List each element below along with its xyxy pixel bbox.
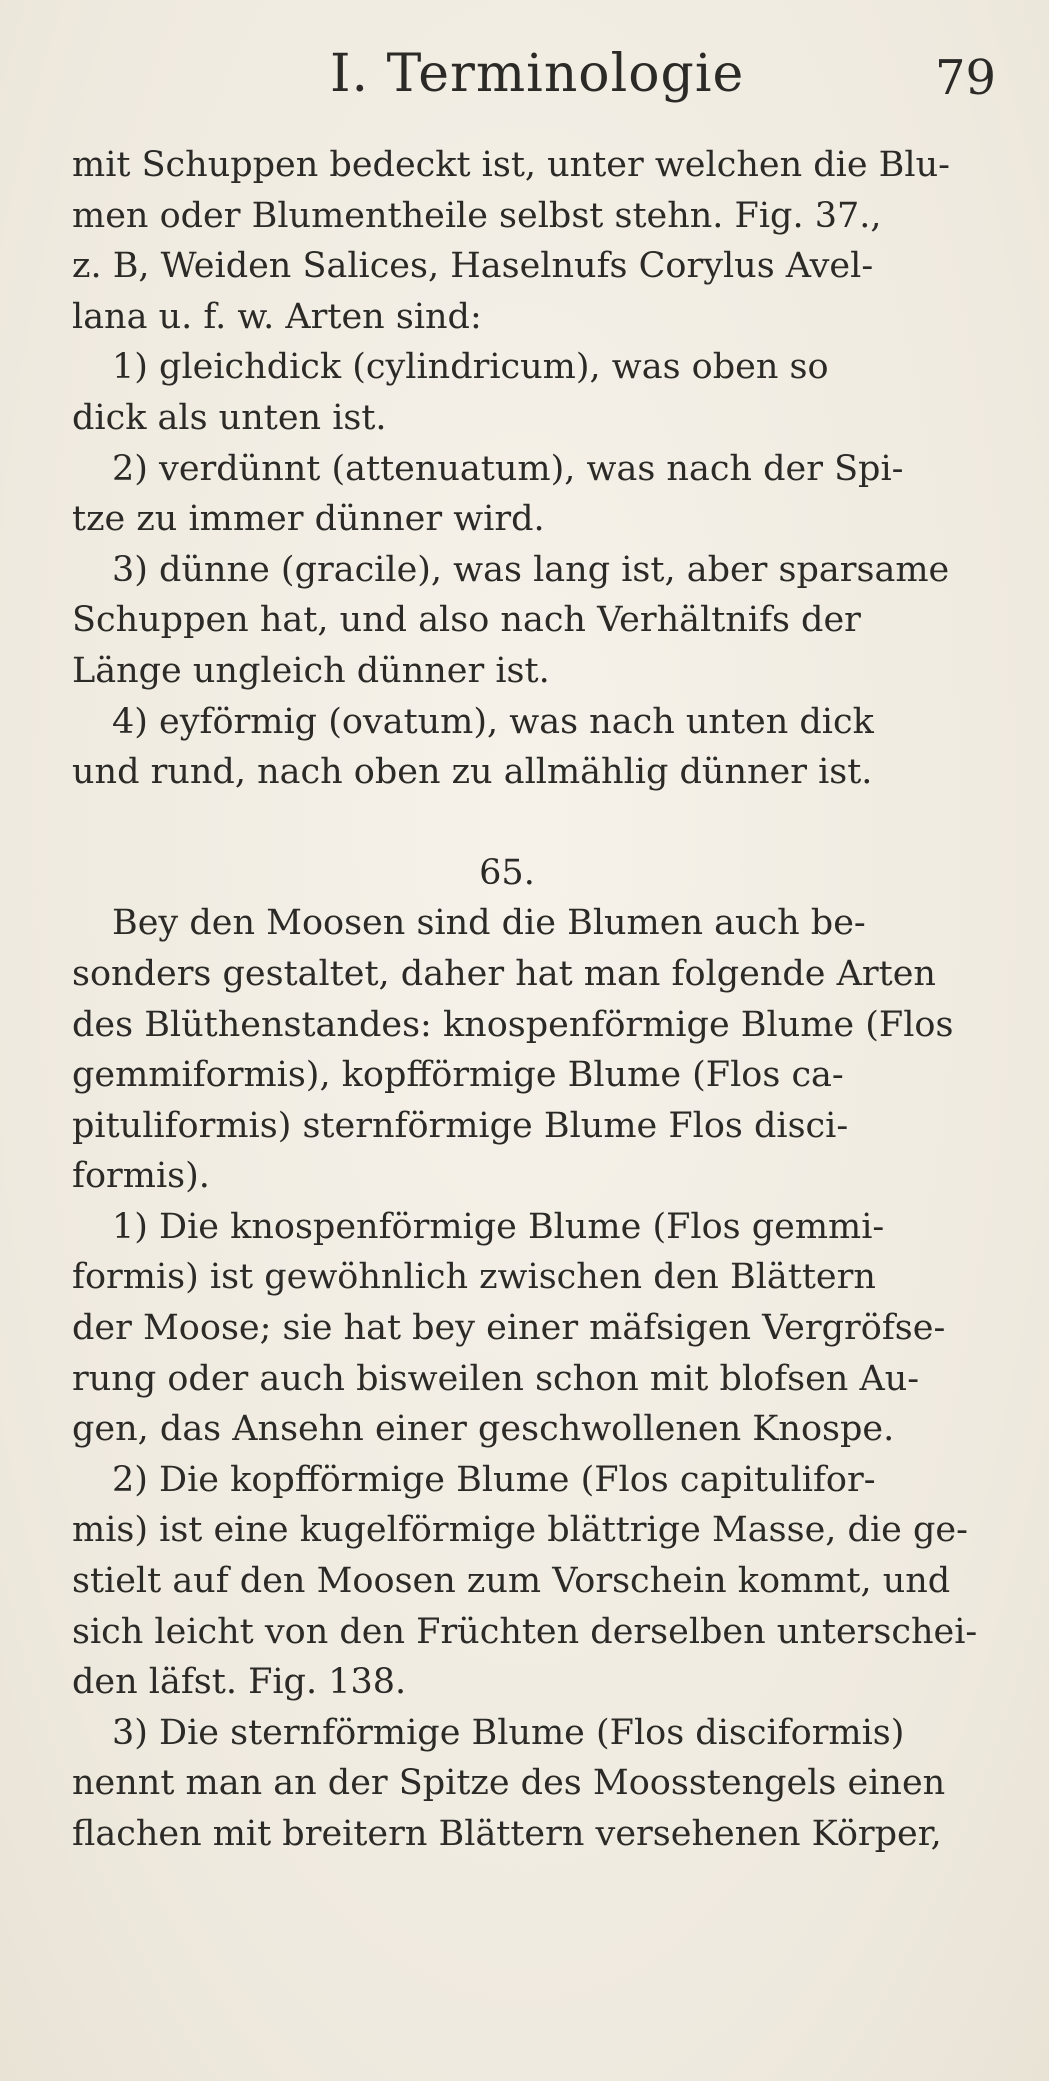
text-line: stielt auf den Moosen zum Vorschein kommt, und [72, 1561, 951, 1602]
text-line: pituliformis) sternförmige Blume Flos disci- [72, 1105, 849, 1146]
text-line: 1) Die knospenförmige Blume (Flos gemmi- [112, 1206, 885, 1247]
text-line: 3) dünne (gracile), was lang ist, aber sparsame [112, 549, 950, 590]
text-line: rung oder auch bisweilen schon mit blofsen Au- [72, 1358, 920, 1399]
page-header [0, 44, 1049, 124]
text-line: tze zu immer dünner wird. [72, 499, 545, 540]
running-title: I. Terminologie [330, 44, 745, 104]
text-line: sonders gestaltet, daher hat man folgende Arten [72, 953, 936, 994]
text-line: 2) Die kopfförmige Blume (Flos capitulifor- [112, 1459, 876, 1500]
text-line: mit Schuppen bedeckt ist, unter welchen die Blu- [72, 145, 950, 185]
text-line: der Moose; sie hat bey einer mäfsigen Vergröfse- [72, 1308, 946, 1349]
text-line: nennt man an der Spitze des Moosstengels einen [72, 1763, 946, 1804]
text-line: Schuppen hat, und also nach Verhältnifs der [72, 600, 861, 641]
text-line: Länge ungleich dünner ist. [72, 650, 550, 691]
text-line: lana u. f. w. Arten sind: [72, 296, 482, 337]
page-number: 79 [935, 50, 997, 106]
text-line: 1) gleichdick (cylindricum), was oben so [112, 347, 829, 388]
text-line: men oder Blumentheile selbst stehn. Fig. 37., [72, 195, 882, 236]
text-line: 4) eyförmig (ovatum), was nach unten dick [112, 701, 874, 742]
text-line: z. B, Weiden Salices, Haselnufs Corylus Avel- [72, 246, 874, 287]
text-line: Bey den Moosen sind die Blumen auch be- [112, 903, 866, 944]
text-line: formis) ist gewöhnlich zwischen den Blättern [72, 1257, 876, 1298]
body-text [72, 140, 1002, 1860]
text-line: 3) Die sternförmige Blume (Flos disciformis) [112, 1712, 905, 1753]
section-gap [72, 798, 1002, 848]
text-line: den läfst. Fig. 138. [72, 1662, 407, 1703]
text-line: sich leicht von den Früchten derselben unterschei- [72, 1611, 978, 1652]
text-line: gemmiformis), kopfförmige Blume (Flos ca- [72, 1055, 844, 1096]
text-line: und rund, nach oben zu allmählig dünner ist. [72, 752, 873, 793]
section-number: 65. [479, 852, 535, 893]
text-line: formis). [72, 1156, 210, 1197]
text-line: des Blüthenstandes: knospenförmige Blume (Flos [72, 1004, 954, 1045]
text-line: dick als unten ist. [72, 397, 387, 438]
text-line: gen, das Ansehn einer geschwollenen Knospe. [72, 1409, 895, 1450]
text-line: flachen mit breitern Blättern versehenen Körper, [72, 1814, 942, 1854]
text-line: mis) ist eine kugelförmige blättrige Masse, die ge- [72, 1510, 968, 1551]
text-line: 2) verdünnt (attenuatum), was nach der Spi- [112, 448, 904, 489]
